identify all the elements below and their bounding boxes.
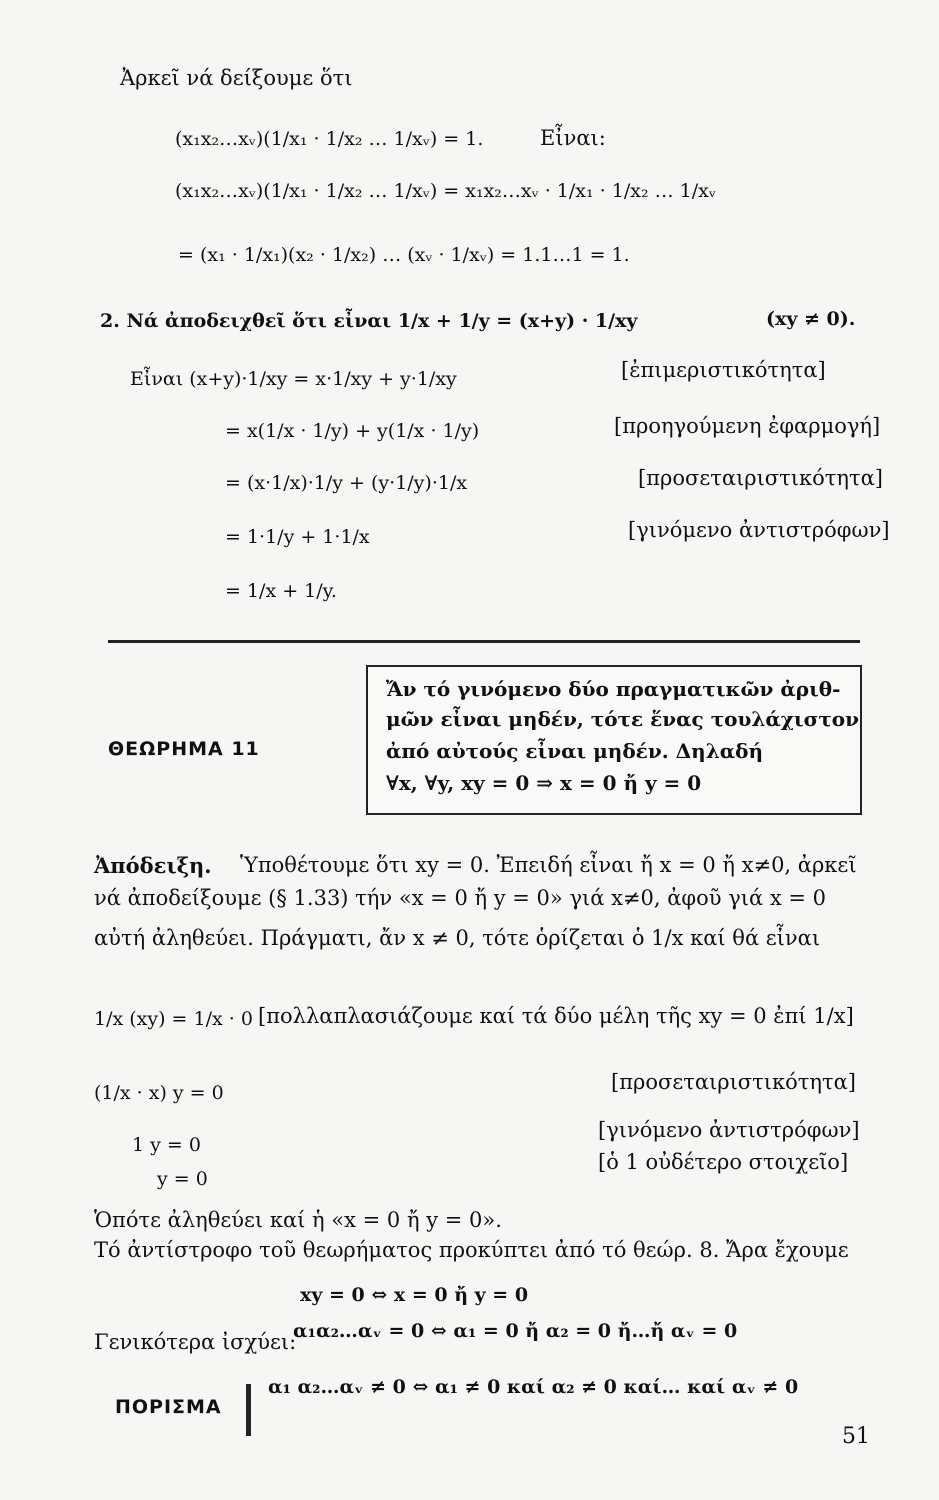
exercise-2-statement: 2. Νά ἀποδειχθεῖ ὅτι εἶναι 1/x + 1/y = (x+y) · 1/xy <box>100 310 638 332</box>
proof-reason-4: [ὁ 1 οὐδέτερο στοιχεῖο] <box>598 1150 849 1174</box>
theorem-line-4: ∀x, ∀y, xy = 0 ⇒ x = 0 ἤ y = 0 <box>386 771 702 795</box>
proof-step-1: 1/x (xy) = 1/x · 0 <box>94 1008 253 1030</box>
theorem-line-3: ἀπό αὐτούς εἶναι μηδέν. Δηλαδή <box>386 739 763 763</box>
proof-step-4: y = 0 <box>157 1168 208 1190</box>
proof-conclusion: Ὁπότε ἀληθεύει καί ἡ «x = 0 ἤ y = 0». <box>94 1208 502 1232</box>
section-divider <box>108 640 860 643</box>
exercise-2-condition: (xy ≠ 0). <box>766 308 856 330</box>
theorem-box <box>366 665 862 815</box>
proof-line-1: Ὑποθέτουμε ὅτι xy = 0. Ἐπειδή εἶναι ἤ x = 0 ἤ x≠0, ἀρκεῖ <box>240 853 857 877</box>
general-statement: α₁α₂…αᵥ = 0 ⇔ α₁ = 0 ἤ α₂ = 0 ἤ…ἤ αᵥ = 0 <box>293 1320 738 1342</box>
proof-step-3: 1 y = 0 <box>132 1134 201 1156</box>
proof-reason-3: [γινόμενο ἀντιστρόφων] <box>598 1118 860 1142</box>
exercise-step-5: = 1/x + 1/y. <box>225 580 337 602</box>
general-label: Γενικότερα ἰσχύει: <box>94 1330 297 1354</box>
proof-reason-2: [προσεταιριστικότητα] <box>611 1070 856 1094</box>
proof-converse: Τό ἀντίστροφο τοῦ θεωρήματος προκύπτει ἀπό τό θεώρ. 8. Ἄρα ἔχουμε <box>94 1238 849 1262</box>
equation-1: (x₁x₂…xᵥ)(1/x₁ · 1/x₂ … 1/xᵥ) = 1. <box>175 128 484 150</box>
exercise-reason-1: [ἐπιμεριστικότητα] <box>621 358 826 382</box>
proof-reason-1: [πολλαπλασιάζουμε καί τά δύο μέλη τῆς xy = 0 ἐπί 1/x] <box>258 1004 854 1028</box>
theorem-line-1: Ἄν τό γινόμενο δύο πραγματικῶν ἀριθ- <box>386 677 841 701</box>
proof-equivalence: xy = 0 ⇔ x = 0 ἤ y = 0 <box>300 1284 529 1306</box>
theorem-line-2: μῶν εἶναι μηδέν, τότε ἕνας τουλάχιστον <box>386 707 860 731</box>
proof-heading: Ἀπόδειξη. <box>94 853 212 878</box>
intro-text: Ἀρκεῖ νά δείξουμε ὅτι <box>120 66 353 90</box>
corollary-bar <box>246 1384 251 1436</box>
exercise-reason-3: [προσεταιριστικότητα] <box>638 466 883 490</box>
proof-step-2: (1/x · x) y = 0 <box>94 1082 224 1104</box>
page-number: 51 <box>842 1424 870 1449</box>
exercise-reason-4: [γινόμενο ἀντιστρόφων] <box>628 518 890 542</box>
corollary-statement: α₁ α₂…αᵥ ≠ 0 ⇔ α₁ ≠ 0 καί α₂ ≠ 0 καί… καί αᵥ ≠ 0 <box>268 1376 799 1398</box>
proof-line-2: νά ἀποδείξουμε (§ 1.33) τήν «x = 0 ἤ y = 0» γιά x≠0, ἀφοῦ γιά x = 0 <box>94 886 826 910</box>
corollary-label: ΠΟΡΙΣΜΑ <box>115 1396 222 1418</box>
equation-1-tail: Εἶναι: <box>540 126 606 150</box>
exercise-reason-2: [προηγούμενη ἐφαρμογή] <box>614 414 881 438</box>
exercise-step-2: = x(1/x · 1/y) + y(1/x · 1/y) <box>225 420 480 442</box>
equation-2: (x₁x₂…xᵥ)(1/x₁ · 1/x₂ … 1/xᵥ) = x₁x₂…xᵥ · 1/x₁ · 1/x₂ … 1/xᵥ <box>175 180 716 202</box>
proof-line-3: αὐτή ἀληθεύει. Πράγματι, ἄν x ≠ 0, τότε ὁρίζεται ὁ 1/x καί θά εἶναι <box>94 926 821 950</box>
equation-3: = (x₁ · 1/x₁)(x₂ · 1/x₂) … (xᵥ · 1/xᵥ) = 1.1…1 = 1. <box>178 244 630 266</box>
exercise-step-4: = 1·1/y + 1·1/x <box>225 526 370 548</box>
exercise-step-3: = (x·1/x)·1/y + (y·1/y)·1/x <box>225 472 468 494</box>
theorem-label: ΘΕΩΡΗΜΑ 11 <box>108 738 260 760</box>
exercise-step-1: Εἶναι (x+y)·1/xy = x·1/xy + y·1/xy <box>130 368 457 390</box>
